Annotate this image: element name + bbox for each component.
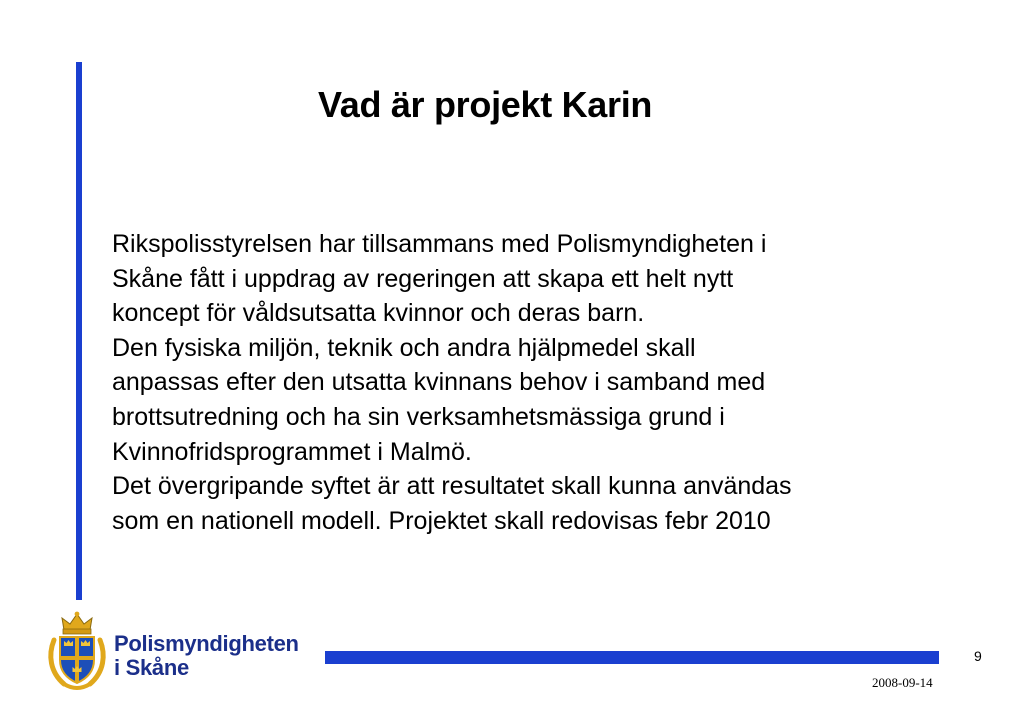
logo-line-1: Polismyndigheten <box>114 631 299 656</box>
body-line: Den fysiska miljön, teknik och andra hjälpmedel skall <box>112 333 696 362</box>
slide-title: Vad är projekt Karin <box>318 84 653 125</box>
left-accent-bar <box>76 62 82 600</box>
body-line: Det övergripande syftet är att resultatet skall kunna användas <box>112 472 792 501</box>
logo-line-2: i Skåne <box>114 655 189 680</box>
body-line: anpassas efter den utsatta kvinnans behov i samband med <box>112 368 766 397</box>
body-line: koncept för våldsutsatta kvinnor och deras barn. <box>112 299 645 328</box>
police-crest-icon <box>46 610 108 692</box>
slide-body <box>112 227 982 538</box>
body-line: Rikspolisstyrelsen har tillsammans med Polismyndigheten i <box>112 230 767 258</box>
body-line: som en nationell modell. Projektet skall redovisas febr 2010 <box>112 506 771 535</box>
body-line: brottsutredning och ha sin verksamhetsmässiga grund i <box>112 402 725 431</box>
body-line: Kvinnofridsprogrammet i Malmö. <box>112 437 472 466</box>
logo-text <box>114 632 299 680</box>
body-line: Skåne fått i uppdrag av regeringen att skapa ett helt nytt <box>112 264 734 293</box>
page-number: 9 <box>974 648 982 664</box>
footer-date: 2008-09-14 <box>872 675 933 690</box>
footer-accent-bar <box>325 651 939 664</box>
